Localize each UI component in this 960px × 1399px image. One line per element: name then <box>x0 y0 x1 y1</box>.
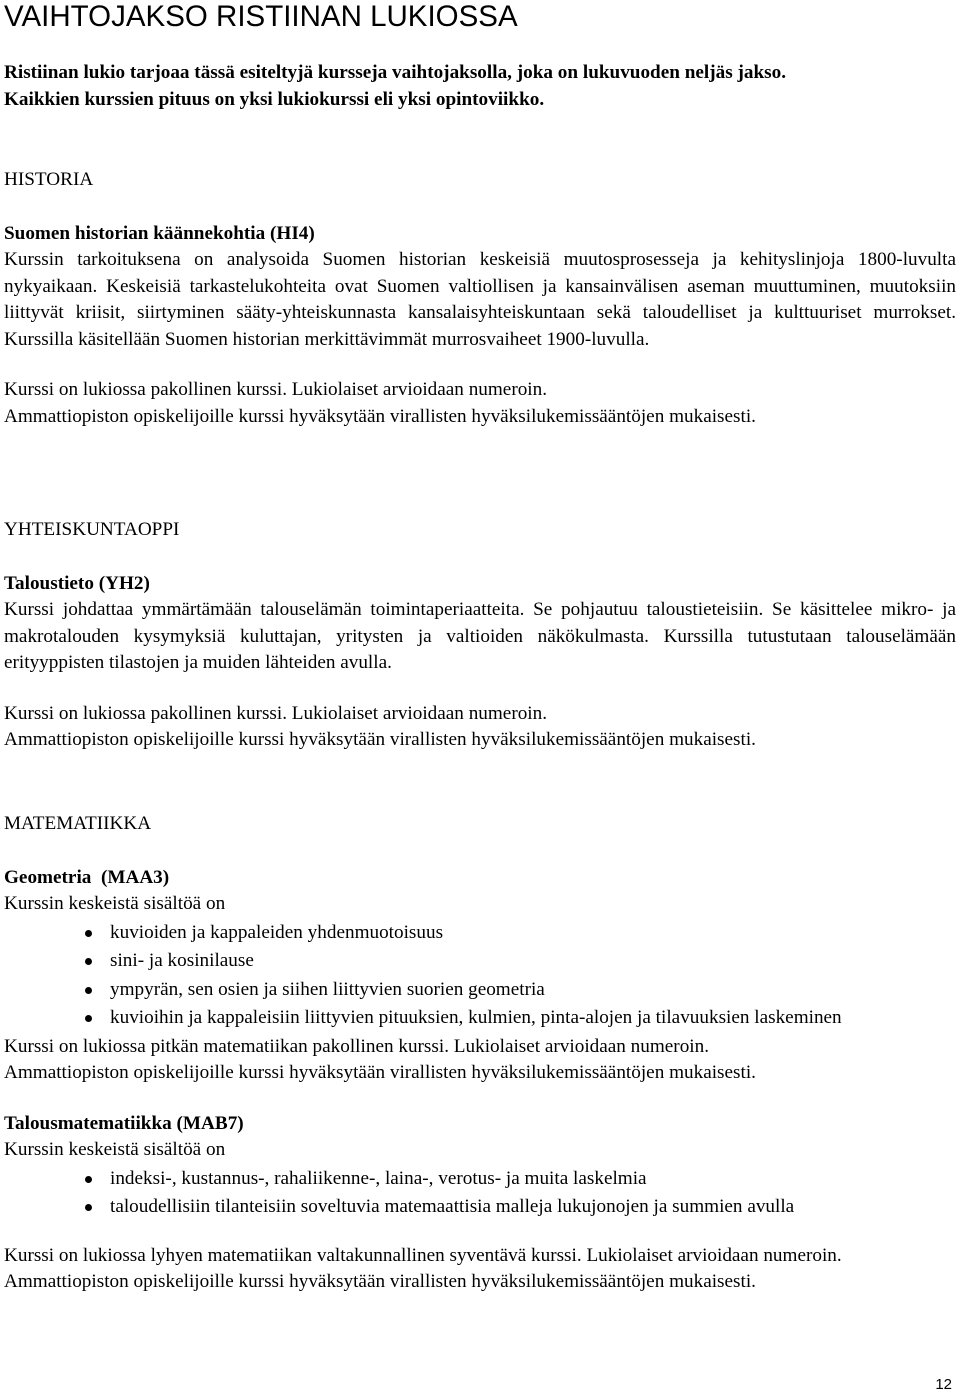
course-status-maa3: Kurssi on lukiossa pitkän matematiikan pakollinen kurssi. Lukiolaiset arvioidaan numeroin. <box>4 1035 710 1057</box>
course-title-hi4: Suomen historian käännekohtia (HI4) <box>4 222 315 244</box>
topic-list-maa3 <box>4 920 956 1032</box>
course-description-hi4: Kurssin tarkoituksena on analysoida Suomen historian keskeisiä muutosprosesseja ja kehityslinjoja 1800-luvulta nykyaikaan. Keskeisiä tarkastelukohteita ovat Suomen valtiollisen ja kansainvälisen aseman muuttuminen, muutoksiin liittyvät kriisit, siirtyminen sääty-yhteiskunnasta kansalaisyhteiskuntaan sekä taloudelliset ja kulttuuriset murrokset. Kurssilla käsitellään Suomen historian merkittävimmät murrosvaiheet 1900-luvulla. <box>4 249 956 350</box>
subject-heading-historia: HISTORIA <box>4 169 94 190</box>
content-intro-mab7: Kurssin keskeistä sisältöä on <box>4 1139 226 1160</box>
page-title: VAIHTOJAKSO RISTIINAN LUKIOSSA <box>4 0 518 33</box>
intro-line-1: Ristiinan lukio tarjoaa tässä esiteltyjä kursseja vaihtojaksolla, joka on lukuvuoden neljäs jakso. <box>4 62 786 83</box>
page-number: 12 <box>935 1376 952 1393</box>
course-description-yh2: Kurssi johdattaa ymmärtämään talouselämän toimintaperiaatteita. Se pohjautuu taloustieteisiin. Se käsittelee mikro- ja makrotalouden kysymyksiä kuluttajan, yritysten ja valtioiden näkökulmasta. Kurssilla tutustutaan talouselämään erityyppisten tilastojen ja muiden lähteiden avulla. <box>4 599 956 673</box>
course-title-yh2: Taloustieto (YH2) <box>4 572 150 594</box>
course-status-mab7: Kurssi on lukiossa lyhyen matematiikan valtakunnallinen syventävä kurssi. Lukiolaiset arvioidaan numeroin. <box>4 1244 842 1266</box>
course-status-hi4: Kurssi on lukiossa pakollinen kurssi. Lukiolaiset arvioidaan numeroin. <box>4 379 548 400</box>
list-item: taloudellisiin tilanteisiin soveltuvia matemaattisia malleja lukujonojen ja summien avulla <box>4 1194 956 1221</box>
course-recognition-mab7: Ammattiopiston opiskelijoille kurssi hyväksytään virallisten hyväksilukemissääntöjen mukaisesti. <box>4 1271 756 1292</box>
list-item: kuvioihin ja kappaleisiin liittyvien pituuksien, kulmien, pinta-alojen ja tilavuuksien laskeminen <box>4 1005 956 1032</box>
subject-heading-yhteiskuntaoppi: YHTEISKUNTAOPPI <box>4 519 180 540</box>
section-yhteiskuntaoppi <box>4 517 956 754</box>
course-recognition-yh2: Ammattiopiston opiskelijoille kurssi hyväksytään virallisten hyväksilukemissääntöjen mukaisesti. <box>4 729 756 750</box>
intro-line-2: Kaikkien kurssien pituus on yksi lukiokurssi eli yksi opintoviikko. <box>4 88 545 110</box>
course-title-maa3: Geometria (MAA3) <box>4 866 170 888</box>
intro <box>4 60 956 113</box>
course-status-yh2: Kurssi on lukiossa pakollinen kurssi. Lukiolaiset arvioidaan numeroin. <box>4 702 548 724</box>
subject-heading-matematiikka: MATEMATIIKKA <box>4 813 152 834</box>
list-item: kuvioiden ja kappaleiden yhdenmuotoisuus <box>4 920 956 947</box>
list-item: sini- ja kosinilause <box>4 948 956 975</box>
list-item: indeksi-, kustannus-, rahaliikenne-, laina-, verotus- ja muita laskelmia <box>4 1166 956 1193</box>
topic-list-mab7 <box>4 1166 956 1221</box>
section-matematiikka <box>4 811 956 1296</box>
course-recognition-hi4: Ammattiopiston opiskelijoille kurssi hyväksytään virallisten hyväksilukemissääntöjen mukaisesti. <box>4 405 756 427</box>
course-title-mab7: Talousmatematiikka (MAB7) <box>4 1112 244 1134</box>
content-intro-maa3: Kurssin keskeistä sisältöä on <box>4 893 226 914</box>
section-historia <box>4 167 956 430</box>
list-item: ympyrän, sen osien ja siihen liittyvien suorien geometria <box>4 977 956 1004</box>
course-recognition-maa3: Ammattiopiston opiskelijoille kurssi hyväksytään virallisten hyväksilukemissääntöjen mukaisesti. <box>4 1062 756 1083</box>
